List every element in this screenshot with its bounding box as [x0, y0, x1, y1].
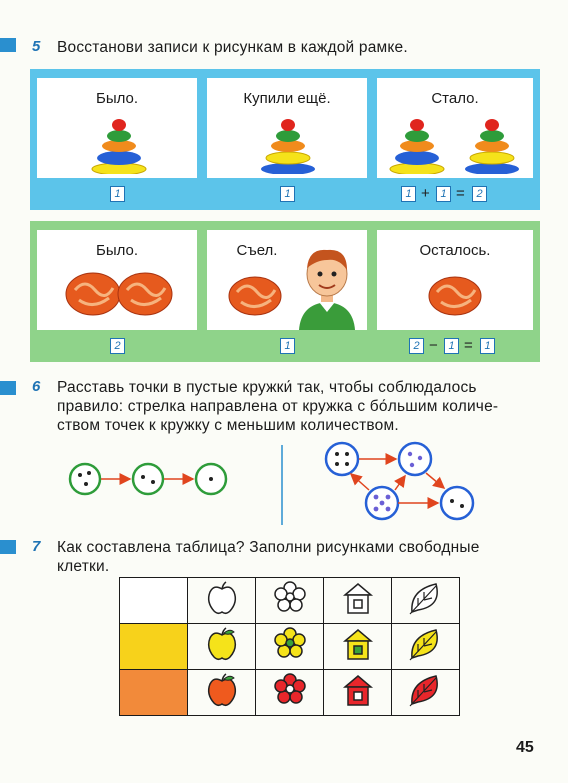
color-cell-yellow [120, 624, 188, 670]
answer-box[interactable]: 2 [409, 338, 424, 354]
equation [405, 338, 515, 354]
operator: − [429, 337, 438, 354]
card-was [37, 78, 197, 178]
page-number: 45 [516, 739, 534, 756]
leaf-icon [392, 624, 460, 670]
flower-icon [256, 670, 324, 716]
pyramid-toy-icon [90, 116, 148, 174]
frame-green [30, 221, 540, 362]
task-number: 6 [32, 378, 41, 395]
task-text-line: Расставь точки в пустые кружки́ так, чтобы соблюдалось [57, 379, 477, 396]
leaf-icon [392, 670, 460, 716]
operator: = [456, 185, 465, 202]
operator: + [421, 185, 430, 202]
apple-icon [188, 670, 256, 716]
task-text-line: ством точек к кружку с меньшим количеством. [57, 417, 399, 434]
pretzel-icon [227, 274, 283, 318]
circle-four-dots [326, 443, 358, 475]
answer-box[interactable]: 1 [280, 186, 295, 202]
task-text-line: Как составлена таблица? Заполни рисунками свободные [57, 539, 480, 556]
equation [397, 186, 507, 202]
leaf-icon [392, 578, 460, 624]
color-cell-orange [120, 670, 188, 716]
card-label: Съел. [236, 242, 278, 259]
pyramid-toys-icon [385, 116, 525, 174]
answer-box[interactable]: 2 [110, 338, 125, 354]
pyramid-toy-icon [259, 116, 317, 174]
circle-two-dots [133, 464, 163, 494]
answer-box[interactable]: 1 [436, 186, 451, 202]
dots-diagram [60, 440, 530, 530]
answer-box[interactable]: 1 [480, 338, 495, 354]
task-number: 5 [32, 38, 41, 55]
task-text: Восстанови записи к рисункам в каждой рамке. [57, 39, 408, 56]
circle-three-dots [399, 443, 431, 475]
card-became [377, 78, 533, 178]
apple-icon [188, 578, 256, 624]
circle-two-dots [441, 487, 473, 519]
card-ate [207, 230, 367, 330]
answer-box[interactable]: 1 [444, 338, 459, 354]
card-label: Было. [95, 242, 139, 259]
color-cell-white [120, 578, 188, 624]
flower-icon [256, 578, 324, 624]
card-left [377, 230, 533, 330]
card-label: Стало. [431, 90, 479, 107]
house-icon [324, 624, 392, 670]
task-marker [0, 38, 16, 52]
frame-blue [30, 69, 540, 210]
flower-icon [256, 624, 324, 670]
answer-box[interactable]: 1 [110, 186, 125, 202]
card-label: Было. [95, 90, 139, 107]
answer-box[interactable]: 2 [472, 186, 487, 202]
operator: = [464, 337, 473, 354]
boy-icon [295, 238, 359, 330]
task-text-line: правило: стрелка направлена от кружка с бо́льшим количе- [57, 398, 499, 415]
card-label: Осталось. [419, 242, 491, 259]
task-marker [0, 540, 16, 554]
pretzels-icon [65, 270, 173, 318]
task-text-line: клетки. [57, 558, 110, 575]
apple-icon [188, 624, 256, 670]
task-marker [0, 381, 16, 395]
card-bought [207, 78, 367, 178]
task-number: 7 [32, 538, 41, 555]
card-label: Купили ещё. [243, 90, 331, 107]
answer-box[interactable]: 1 [280, 338, 295, 354]
answer-box[interactable]: 1 [401, 186, 416, 202]
pretzel-icon [427, 274, 483, 318]
house-icon [324, 670, 392, 716]
circle-three-dots [70, 464, 100, 494]
pattern-table [119, 577, 460, 716]
house-icon [324, 578, 392, 624]
